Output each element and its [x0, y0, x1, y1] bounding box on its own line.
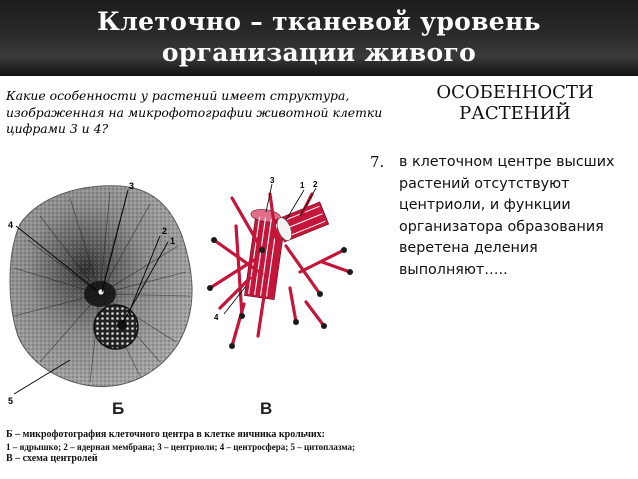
slide-title-line-2: организации живого	[161, 38, 477, 67]
section-heading	[404, 82, 626, 124]
panel-b-label: Б	[112, 399, 125, 418]
item-text: в клеточном центре высших растений отсутствуют центриоли, и функции организатора образования веретена деления выполняют…..	[399, 154, 615, 278]
panel-v-scheme	[207, 176, 353, 418]
heading-line-2: РАСТЕНИЙ	[459, 103, 571, 124]
figure-caption	[6, 429, 366, 465]
item-number: 7.	[370, 153, 385, 171]
caption-line-3: В – схема центролей	[6, 453, 98, 464]
centriole-horizontal	[274, 202, 328, 243]
caption-line-1: Б – микрофотография клеточного центра в клетке яичника крольчих:	[6, 429, 325, 440]
v-number-3: 3	[270, 176, 275, 185]
b-number-1: 1	[170, 236, 176, 246]
b-number-2: 2	[162, 226, 168, 236]
b-number-5: 5	[8, 396, 14, 406]
b-number-3: 3	[129, 181, 135, 191]
slide-title-line-1: Клеточно – тканевой уровень	[97, 7, 541, 36]
panel-b-micrograph	[8, 181, 192, 418]
panel-v-label: В	[260, 399, 273, 418]
b-number-4: 4	[8, 220, 14, 230]
v-number-1: 1	[300, 181, 305, 190]
cell-center-figure	[0, 176, 365, 428]
v-number-4: 4	[214, 313, 219, 322]
centriole-dot	[98, 289, 104, 295]
question-text: Какие особенности у растений имеет структура, изображенная на микрофотографии животной клетки цифрами 3 и 4?	[6, 88, 383, 136]
v-number-2: 2	[313, 180, 318, 189]
caption-line-2: 1 – ядрышко; 2 – ядерная мембрана; 3 – центриоли; 4 – центросфера; 5 – цитоплазма;	[6, 442, 355, 452]
title-bar	[0, 0, 638, 76]
heading-line-1: ОСОБЕННОСТИ	[436, 82, 594, 103]
nucleolus	[117, 320, 127, 330]
nucleus	[94, 305, 138, 349]
